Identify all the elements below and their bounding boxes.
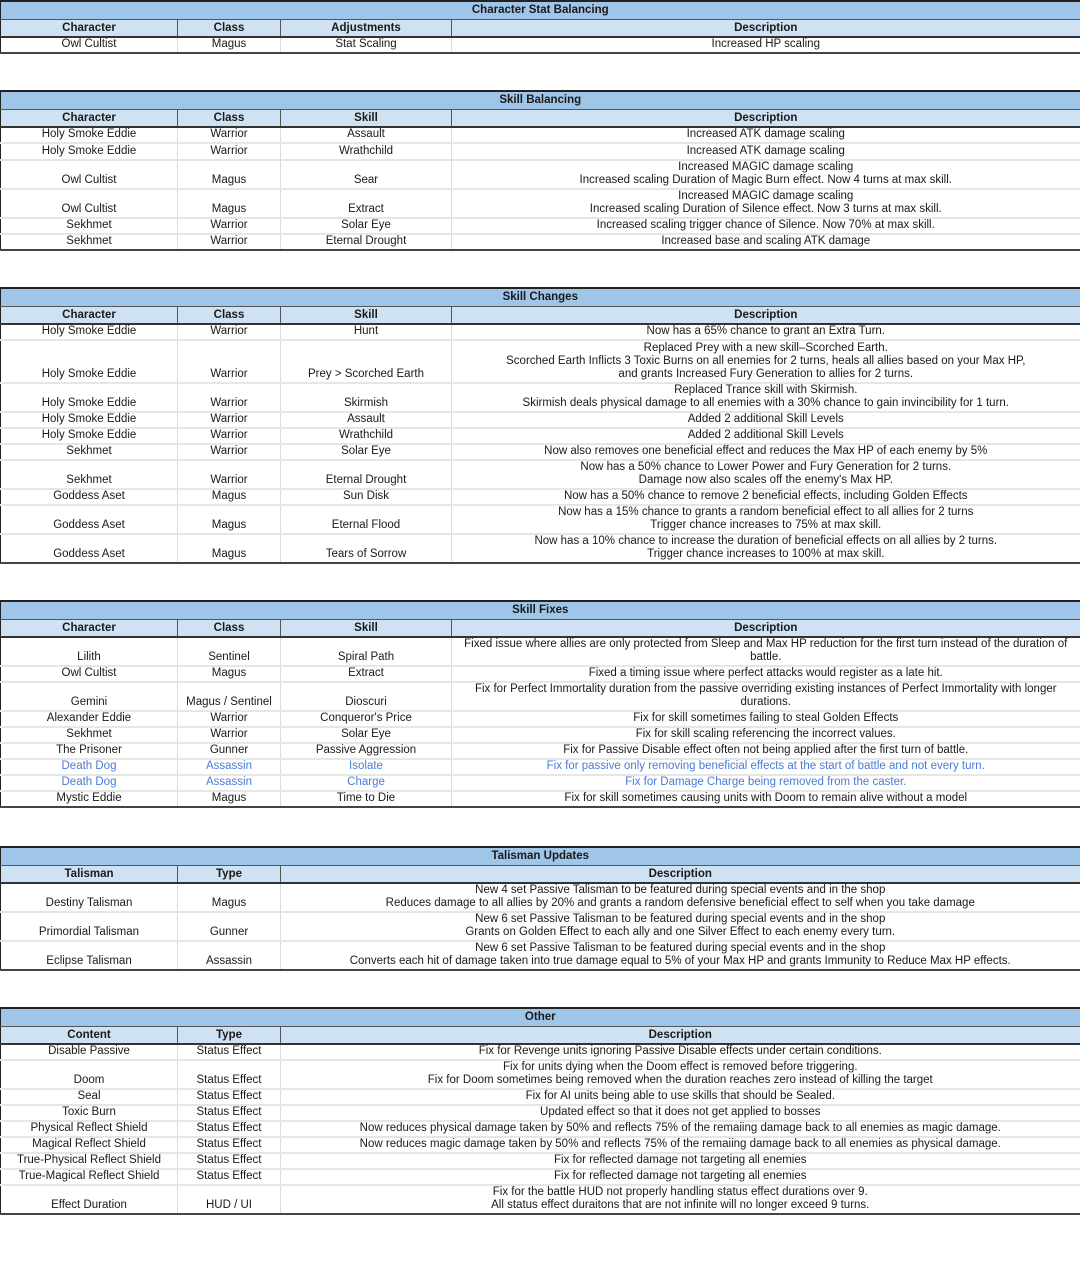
character-cell: Sekhmet — [1, 234, 178, 250]
description-cell: Fixed a timing issue where perfect attacks would register as a late hit. — [452, 666, 1080, 682]
description-cell: Increased HP scaling — [452, 37, 1080, 53]
column-header-character: Character — [1, 20, 178, 38]
description-cell: Fix for Perfect Immortality duration from the passive overriding existing instances of Perfect Immortality with longer durations. — [452, 682, 1080, 711]
skill-cell: Isolate — [281, 759, 452, 775]
table-row — [1, 912, 1080, 941]
table-row — [1, 1185, 1080, 1214]
table-row — [1, 883, 1080, 912]
description-cell: Fix for units dying when the Doom effect is removed before triggering. Fix for Doom sometimes being removed when the duration reaches zero instead of killing the target — [281, 1060, 1080, 1089]
section-spacer — [0, 251, 1080, 287]
description-cell: Fix for reflected damage not targeting all enemies — [281, 1153, 1080, 1169]
class-cell: Warrior — [178, 727, 281, 743]
table-row — [1, 505, 1080, 534]
character-cell: Holy Smoke Eddie — [1, 340, 178, 383]
column-header-content: Content — [1, 1027, 178, 1045]
description-cell: New 6 set Passive Talisman to be featured during special events and in the shop Converts each hit of damage taken into true damage equal to 5% of your Max HP and grants Immunity to Reduce Max HP effects. — [281, 941, 1080, 970]
class-cell: Warrior — [178, 711, 281, 727]
section-title: Skill Changes — [1, 288, 1080, 307]
table-row — [1, 1137, 1080, 1153]
content-cell: Seal — [1, 1089, 178, 1105]
talisman-cell: Destiny Talisman — [1, 883, 178, 912]
table-row — [1, 428, 1080, 444]
skill-cell: Spiral Path — [281, 637, 452, 666]
skill-cell: Extract — [281, 189, 452, 218]
skill-cell: Hunt — [281, 324, 452, 340]
character-cell: The Prisoner — [1, 743, 178, 759]
skill-cell: Eternal Drought — [281, 460, 452, 489]
class-cell: Warrior — [178, 127, 281, 143]
description-cell: Added 2 additional Skill Levels — [452, 412, 1080, 428]
column-header-class: Class — [178, 620, 281, 638]
table-row — [1, 1089, 1080, 1105]
description-cell: Increased ATK damage scaling — [452, 143, 1080, 160]
content-cell: Disable Passive — [1, 1044, 178, 1060]
type-cell: Status Effect — [178, 1153, 281, 1169]
character-stat-balancing-table — [0, 0, 1080, 54]
adjustment-cell: Stat Scaling — [281, 37, 452, 53]
table-row — [1, 791, 1080, 807]
table-row — [1, 743, 1080, 759]
column-header-description: Description — [452, 620, 1080, 638]
content-cell: Toxic Burn — [1, 1105, 178, 1121]
description-cell: Now also removes one beneficial effect and reduces the Max HP of each enemy by 5% — [452, 444, 1080, 460]
class-cell: Warrior — [178, 412, 281, 428]
character-cell: Alexander Eddie — [1, 711, 178, 727]
description-cell: Increased base and scaling ATK damage — [452, 234, 1080, 250]
table-row — [1, 37, 1080, 53]
description-cell: Fix for Damage Charge being removed from the caster. — [452, 775, 1080, 791]
description-cell: Increased MAGIC damage scaling Increased scaling Duration of Silence effect. Now 3 turns at max skill. — [452, 189, 1080, 218]
class-cell: Warrior — [178, 340, 281, 383]
other-table — [0, 1007, 1080, 1215]
character-cell: Holy Smoke Eddie — [1, 383, 178, 412]
talisman-updates-table — [0, 846, 1080, 971]
skill-cell: Solar Eye — [281, 218, 452, 234]
class-cell: Warrior — [178, 143, 281, 160]
table-row — [1, 1044, 1080, 1060]
table-row — [1, 534, 1080, 563]
section-title: Character Stat Balancing — [1, 1, 1080, 20]
table-row — [1, 727, 1080, 743]
character-cell: Holy Smoke Eddie — [1, 127, 178, 143]
description-cell: Now has a 10% chance to increase the duration of beneficial effects on all allies by 2 turns. Trigger chance increases to 100% at max skill. — [452, 534, 1080, 563]
table-row — [1, 383, 1080, 412]
class-cell: Magus / Sentinel — [178, 682, 281, 711]
class-cell: Warrior — [178, 460, 281, 489]
skill-cell: Wrathchild — [281, 428, 452, 444]
skill-cell: Passive Aggression — [281, 743, 452, 759]
table-row — [1, 1060, 1080, 1089]
class-cell: Warrior — [178, 444, 281, 460]
character-cell: Owl Cultist — [1, 160, 178, 189]
skill-cell: Charge — [281, 775, 452, 791]
table-row — [1, 340, 1080, 383]
table-row — [1, 711, 1080, 727]
table-row — [1, 412, 1080, 428]
table-row — [1, 1121, 1080, 1137]
table-row — [1, 1169, 1080, 1185]
description-cell: Now has a 65% chance to grant an Extra Turn. — [452, 324, 1080, 340]
table-row — [1, 460, 1080, 489]
character-cell: Holy Smoke Eddie — [1, 143, 178, 160]
column-header-description: Description — [281, 866, 1080, 884]
description-cell: Increased scaling trigger chance of Silence. Now 70% at max skill. — [452, 218, 1080, 234]
description-cell: Increased ATK damage scaling — [452, 127, 1080, 143]
description-cell: Fix for skill scaling referencing the incorrect values. — [452, 727, 1080, 743]
section-title: Other — [1, 1008, 1080, 1027]
content-cell: Physical Reflect Shield — [1, 1121, 178, 1137]
description-cell: Fix for passive only removing beneficial effects at the start of battle and not every turn. — [452, 759, 1080, 775]
description-cell: Now has a 50% chance to remove 2 beneficial effects, including Golden Effects — [452, 489, 1080, 505]
character-cell: Goddess Aset — [1, 489, 178, 505]
class-cell: Warrior — [178, 428, 281, 444]
character-cell: Goddess Aset — [1, 505, 178, 534]
character-cell: Sekhmet — [1, 444, 178, 460]
content-cell: Doom — [1, 1060, 178, 1089]
skill-balancing-table — [0, 90, 1080, 251]
section-title: Talisman Updates — [1, 847, 1080, 866]
content-cell: True-Physical Reflect Shield — [1, 1153, 178, 1169]
type-cell: HUD / UI — [178, 1185, 281, 1214]
column-header-class: Class — [178, 307, 281, 325]
column-header-skill: Skill — [281, 110, 452, 128]
skill-cell: Eternal Drought — [281, 234, 452, 250]
character-cell: Holy Smoke Eddie — [1, 324, 178, 340]
character-cell: Owl Cultist — [1, 37, 178, 53]
type-cell: Status Effect — [178, 1060, 281, 1089]
description-cell: Fix for reflected damage not targeting all enemies — [281, 1169, 1080, 1185]
column-header-character: Character — [1, 620, 178, 638]
description-cell: Now reduces magic damage taken by 50% and reflects 75% of the remaiing damage back to all enemies as physical damage. — [281, 1137, 1080, 1153]
skill-cell: Sear — [281, 160, 452, 189]
character-cell: Mystic Eddie — [1, 791, 178, 807]
description-cell: Increased MAGIC damage scaling Increased scaling Duration of Magic Burn effect. Now 4 turns at max skill. — [452, 160, 1080, 189]
class-cell: Magus — [178, 160, 281, 189]
type-cell: Status Effect — [178, 1121, 281, 1137]
section-title: Skill Fixes — [1, 601, 1080, 620]
description-cell: New 4 set Passive Talisman to be featured during special events and in the shop Reduces damage to all allies by 20% and grants a random defensive beneficial effect to self when you take damage — [281, 883, 1080, 912]
table-row — [1, 218, 1080, 234]
skill-cell: Tears of Sorrow — [281, 534, 452, 563]
skill-cell: Wrathchild — [281, 143, 452, 160]
skill-cell: Assault — [281, 412, 452, 428]
column-header-description: Description — [281, 1027, 1080, 1045]
description-cell: Added 2 additional Skill Levels — [452, 428, 1080, 444]
content-cell: Effect Duration — [1, 1185, 178, 1214]
table-row — [1, 444, 1080, 460]
class-cell: Assassin — [178, 775, 281, 791]
class-cell: Magus — [178, 505, 281, 534]
table-row — [1, 489, 1080, 505]
class-cell: Sentinel — [178, 637, 281, 666]
skill-cell: Sun Disk — [281, 489, 452, 505]
section-spacer — [0, 808, 1080, 846]
class-cell: Magus — [178, 666, 281, 682]
character-cell: Sekhmet — [1, 218, 178, 234]
character-cell: Owl Cultist — [1, 189, 178, 218]
table-row — [1, 637, 1080, 666]
skill-cell: Conqueror's Price — [281, 711, 452, 727]
type-cell: Magus — [178, 883, 281, 912]
table-row — [1, 143, 1080, 160]
description-cell: Now has a 50% chance to Lower Power and Fury Generation for 2 turns. Damage now also scales off the enemy's Max HP. — [452, 460, 1080, 489]
skill-cell: Prey > Scorched Earth — [281, 340, 452, 383]
column-header-class: Class — [178, 110, 281, 128]
table-row — [1, 234, 1080, 250]
type-cell: Status Effect — [178, 1137, 281, 1153]
table-row-highlighted — [1, 775, 1080, 791]
table-row — [1, 127, 1080, 143]
section-spacer — [0, 564, 1080, 600]
description-cell: Updated effect so that it does not get applied to bosses — [281, 1105, 1080, 1121]
column-header-character: Character — [1, 307, 178, 325]
skill-fixes-table — [0, 600, 1080, 808]
table-row-highlighted — [1, 759, 1080, 775]
type-cell: Status Effect — [178, 1105, 281, 1121]
character-cell: Gemini — [1, 682, 178, 711]
skill-cell: Assault — [281, 127, 452, 143]
class-cell: Magus — [178, 489, 281, 505]
class-cell: Warrior — [178, 383, 281, 412]
table-row — [1, 666, 1080, 682]
skill-cell: Extract — [281, 666, 452, 682]
section-title: Skill Balancing — [1, 91, 1080, 110]
class-cell: Magus — [178, 534, 281, 563]
description-cell: Fix for AI units being able to use skills that should be Sealed. — [281, 1089, 1080, 1105]
table-row — [1, 160, 1080, 189]
description-cell: New 6 set Passive Talisman to be featured during special events and in the shop Grants on Golden Effect to each ally and one Silver Effect to each enemy every turn. — [281, 912, 1080, 941]
description-cell: Fix for skill sometimes causing units with Doom to remain alive without a model — [452, 791, 1080, 807]
talisman-cell: Eclipse Talisman — [1, 941, 178, 970]
description-cell: Fix for Passive Disable effect often not being applied after the first turn of battle. — [452, 743, 1080, 759]
column-header-character: Character — [1, 110, 178, 128]
skill-cell: Eternal Flood — [281, 505, 452, 534]
skill-cell: Time to Die — [281, 791, 452, 807]
column-header-description: Description — [452, 307, 1080, 325]
class-cell: Magus — [178, 37, 281, 53]
type-cell: Status Effect — [178, 1089, 281, 1105]
column-header-talisman: Talisman — [1, 866, 178, 884]
character-cell: Sekhmet — [1, 727, 178, 743]
character-cell: Goddess Aset — [1, 534, 178, 563]
skill-cell: Solar Eye — [281, 727, 452, 743]
description-cell: Replaced Trance skill with Skirmish. Skirmish deals physical damage to all enemies with a 30% chance to gain invincibility for 1 turn. — [452, 383, 1080, 412]
character-cell: Holy Smoke Eddie — [1, 428, 178, 444]
skill-cell: Skirmish — [281, 383, 452, 412]
column-header-skill: Skill — [281, 620, 452, 638]
content-cell: Magical Reflect Shield — [1, 1137, 178, 1153]
class-cell: Magus — [178, 189, 281, 218]
section-spacer — [0, 971, 1080, 1007]
type-cell: Status Effect — [178, 1169, 281, 1185]
skill-cell: Dioscuri — [281, 682, 452, 711]
skill-changes-table — [0, 287, 1080, 564]
class-cell: Magus — [178, 791, 281, 807]
section-spacer — [0, 54, 1080, 90]
character-cell: Death Dog — [1, 775, 178, 791]
character-cell: Lilith — [1, 637, 178, 666]
table-row — [1, 189, 1080, 218]
description-cell: Replaced Prey with a new skill–Scorched Earth. Scorched Earth Inflicts 3 Toxic Burns on all enemies for 2 turns, heals all allies based on your Max HP, and grants Increased Fury Generation to allies for 2 turns. — [452, 340, 1080, 383]
description-cell: Fix for skill sometimes failing to steal Golden Effects — [452, 711, 1080, 727]
content-cell: True-Magical Reflect Shield — [1, 1169, 178, 1185]
type-cell: Assassin — [178, 941, 281, 970]
description-cell: Fixed issue where allies are only protected from Sleep and Max HP reduction for the first turn instead of the duration of battle. — [452, 637, 1080, 666]
class-cell: Warrior — [178, 218, 281, 234]
description-cell: Now reduces physical damage taken by 50% and reflects 75% of the remaiing damage back to all enemies as magic damage. — [281, 1121, 1080, 1137]
table-row — [1, 1105, 1080, 1121]
talisman-cell: Primordial Talisman — [1, 912, 178, 941]
class-cell: Assassin — [178, 759, 281, 775]
column-header-skill: Skill — [281, 307, 452, 325]
description-cell: Fix for Revenge units ignoring Passive Disable effects under certain conditions. — [281, 1044, 1080, 1060]
character-cell: Holy Smoke Eddie — [1, 412, 178, 428]
description-cell: Now has a 15% chance to grants a random beneficial effect to all allies for 2 turns Trigger chance increases to 75% at max skill. — [452, 505, 1080, 534]
skill-cell: Solar Eye — [281, 444, 452, 460]
character-cell: Owl Cultist — [1, 666, 178, 682]
column-header-description: Description — [452, 110, 1080, 128]
column-header-adjustments: Adjustments — [281, 20, 452, 38]
column-header-type: Type — [178, 866, 281, 884]
column-header-class: Class — [178, 20, 281, 38]
table-row — [1, 1153, 1080, 1169]
class-cell: Gunner — [178, 743, 281, 759]
character-cell: Sekhmet — [1, 460, 178, 489]
column-header-type: Type — [178, 1027, 281, 1045]
description-cell: Fix for the battle HUD not properly handling status effect durations over 9. All status effect duraitons that are not infinite will no longer exceed 9 turns. — [281, 1185, 1080, 1214]
table-row — [1, 324, 1080, 340]
column-header-description: Description — [452, 20, 1080, 38]
type-cell: Gunner — [178, 912, 281, 941]
class-cell: Warrior — [178, 324, 281, 340]
character-cell: Death Dog — [1, 759, 178, 775]
class-cell: Warrior — [178, 234, 281, 250]
table-row — [1, 682, 1080, 711]
table-row — [1, 941, 1080, 970]
type-cell: Status Effect — [178, 1044, 281, 1060]
